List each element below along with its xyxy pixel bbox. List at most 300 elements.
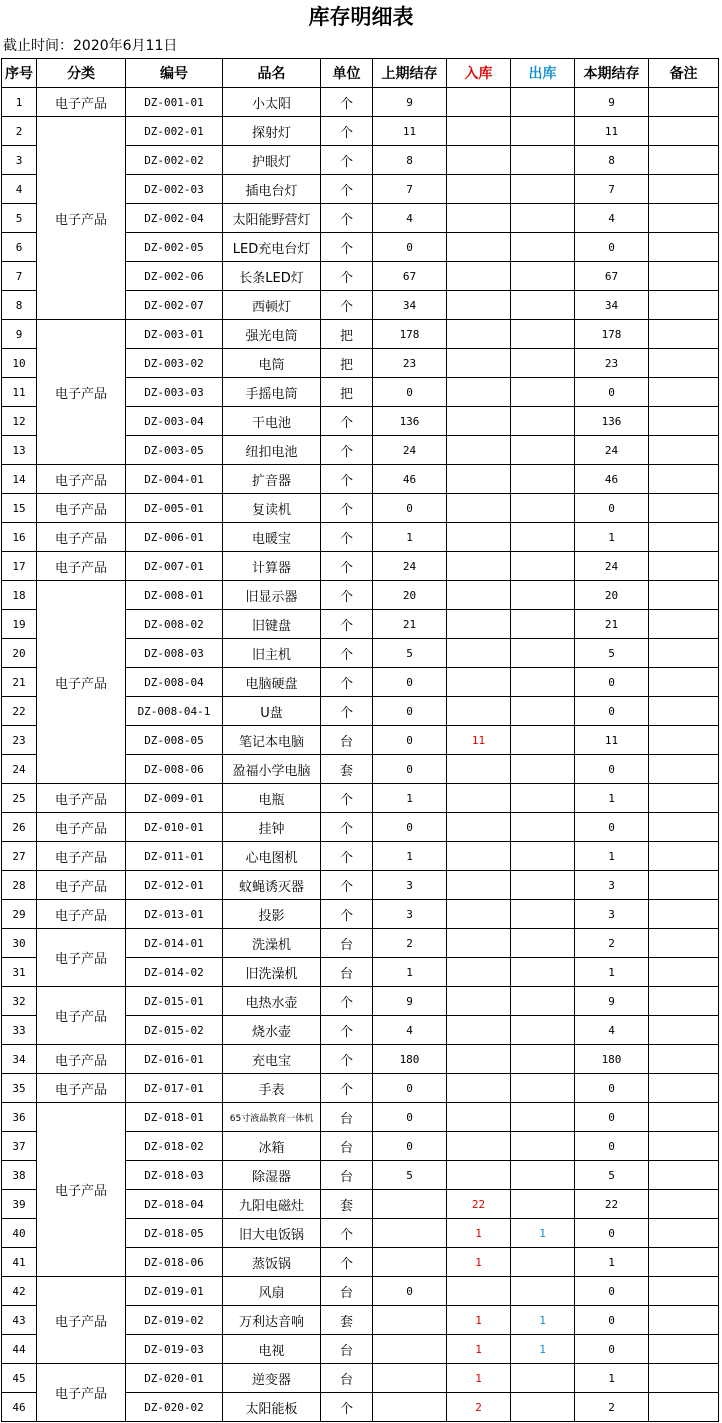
- cell-in: [447, 378, 511, 407]
- cell-seq: 6: [2, 233, 37, 262]
- cell-prev: [373, 1190, 447, 1219]
- cell-name: 电视: [223, 1335, 321, 1364]
- cell-note: [649, 929, 719, 958]
- cell-category: 电子产品: [37, 465, 126, 494]
- cell-category: 电子产品: [37, 88, 126, 117]
- cell-code: DZ-018-03: [126, 1161, 223, 1190]
- cell-current: 21: [575, 610, 649, 639]
- cell-name: 电热水壶: [223, 987, 321, 1016]
- cell-note: [649, 610, 719, 639]
- cell-current: 46: [575, 465, 649, 494]
- cell-current: 34: [575, 291, 649, 320]
- cell-out: [511, 465, 575, 494]
- cell-prev: 9: [373, 88, 447, 117]
- cell-unit: 个: [321, 262, 373, 291]
- cell-current: 0: [575, 1103, 649, 1132]
- cell-prev: 21: [373, 610, 447, 639]
- cell-current: 1: [575, 958, 649, 987]
- cell-seq: 9: [2, 320, 37, 349]
- cell-note: [649, 1306, 719, 1335]
- cell-current: 180: [575, 1045, 649, 1074]
- cell-prev: 0: [373, 1277, 447, 1306]
- table-row: [2, 1074, 719, 1103]
- cell-name: 九阳电磁灶: [223, 1190, 321, 1219]
- cell-prev: 11: [373, 117, 447, 146]
- cell-code: DZ-002-02: [126, 146, 223, 175]
- cell-unit: 个: [321, 552, 373, 581]
- table-row: [2, 581, 719, 610]
- cell-note: [649, 1161, 719, 1190]
- cell-note: [649, 726, 719, 755]
- col-header-seq: 序号: [2, 59, 37, 88]
- cell-note: [649, 291, 719, 320]
- cell-unit: 个: [321, 523, 373, 552]
- cell-note: [649, 552, 719, 581]
- cell-name: 风扇: [223, 1277, 321, 1306]
- cell-note: [649, 668, 719, 697]
- cell-name: 干电池: [223, 407, 321, 436]
- cell-out: [511, 697, 575, 726]
- cell-prev: 4: [373, 204, 447, 233]
- cell-note: [649, 1103, 719, 1132]
- cell-current: 0: [575, 1335, 649, 1364]
- cell-out: [511, 175, 575, 204]
- cell-unit: 台: [321, 929, 373, 958]
- cell-unit: 个: [321, 436, 373, 465]
- cell-out: [511, 1364, 575, 1393]
- cell-note: [649, 1132, 719, 1161]
- cell-name: 旧洗澡机: [223, 958, 321, 987]
- cell-note: [649, 639, 719, 668]
- table-row: [2, 1045, 719, 1074]
- cell-in: 11: [447, 726, 511, 755]
- table-row: [2, 987, 719, 1016]
- cell-note: [649, 465, 719, 494]
- cell-seq: 34: [2, 1045, 37, 1074]
- cell-current: 1: [575, 1248, 649, 1277]
- cell-out: [511, 407, 575, 436]
- cell-current: 0: [575, 1219, 649, 1248]
- cell-note: [649, 842, 719, 871]
- cell-seq: 4: [2, 175, 37, 204]
- cell-note: [649, 262, 719, 291]
- cell-out: [511, 436, 575, 465]
- table-row: [2, 871, 719, 900]
- table-row: [2, 784, 719, 813]
- cell-out: [511, 291, 575, 320]
- col-header-current: 本期结存: [575, 59, 649, 88]
- cell-unit: 个: [321, 1219, 373, 1248]
- cell-out: [511, 1277, 575, 1306]
- cell-seq: 7: [2, 262, 37, 291]
- col-header-unit: 单位: [321, 59, 373, 88]
- cell-code: DZ-019-03: [126, 1335, 223, 1364]
- cell-note: [649, 784, 719, 813]
- cell-code: DZ-008-05: [126, 726, 223, 755]
- cell-in: [447, 639, 511, 668]
- cell-current: 9: [575, 987, 649, 1016]
- cell-prev: [373, 1393, 447, 1422]
- cell-code: DZ-018-02: [126, 1132, 223, 1161]
- cell-current: 0: [575, 755, 649, 784]
- cell-category: 电子产品: [37, 1364, 126, 1422]
- inventory-table: [1, 58, 719, 1422]
- cell-code: DZ-006-01: [126, 523, 223, 552]
- table-row: [2, 929, 719, 958]
- cell-category: 电子产品: [37, 813, 126, 842]
- cell-category: 电子产品: [37, 117, 126, 320]
- cell-note: [649, 1248, 719, 1277]
- cell-seq: 8: [2, 291, 37, 320]
- cell-name: 纽扣电池: [223, 436, 321, 465]
- cell-code: DZ-011-01: [126, 842, 223, 871]
- cell-name: 旧主机: [223, 639, 321, 668]
- cell-unit: 台: [321, 1103, 373, 1132]
- cell-code: DZ-008-04-1: [126, 697, 223, 726]
- cell-out: [511, 320, 575, 349]
- cell-unit: 个: [321, 1016, 373, 1045]
- cell-note: [649, 1219, 719, 1248]
- cell-note: [649, 581, 719, 610]
- table-row: [2, 494, 719, 523]
- cell-in: [447, 465, 511, 494]
- cell-current: 23: [575, 349, 649, 378]
- cell-note: [649, 88, 719, 117]
- cell-in: [447, 784, 511, 813]
- cell-seq: 42: [2, 1277, 37, 1306]
- cell-prev: 0: [373, 813, 447, 842]
- cell-out: 1: [511, 1335, 575, 1364]
- cell-unit: 个: [321, 697, 373, 726]
- cell-name: 除湿器: [223, 1161, 321, 1190]
- cell-prev: 5: [373, 1161, 447, 1190]
- cell-prev: 4: [373, 1016, 447, 1045]
- cell-seq: 25: [2, 784, 37, 813]
- cell-out: [511, 378, 575, 407]
- cell-category: 电子产品: [37, 871, 126, 900]
- cell-code: DZ-005-01: [126, 494, 223, 523]
- cell-code: DZ-002-07: [126, 291, 223, 320]
- cell-category: 电子产品: [37, 581, 126, 784]
- cell-in: [447, 1016, 511, 1045]
- cell-code: DZ-002-04: [126, 204, 223, 233]
- cell-code: DZ-002-03: [126, 175, 223, 204]
- cell-note: [649, 697, 719, 726]
- cell-category: 电子产品: [37, 900, 126, 929]
- cell-in: [447, 1103, 511, 1132]
- cell-seq: 24: [2, 755, 37, 784]
- cell-code: DZ-018-05: [126, 1219, 223, 1248]
- cell-out: [511, 987, 575, 1016]
- cell-unit: 个: [321, 146, 373, 175]
- cell-name: 电筒: [223, 349, 321, 378]
- cell-in: [447, 813, 511, 842]
- cell-prev: 3: [373, 871, 447, 900]
- cell-seq: 1: [2, 88, 37, 117]
- cell-unit: 个: [321, 813, 373, 842]
- cell-in: 22: [447, 1190, 511, 1219]
- cell-name: 太阳能板: [223, 1393, 321, 1422]
- cell-in: [447, 262, 511, 291]
- cell-in: [447, 958, 511, 987]
- cell-seq: 5: [2, 204, 37, 233]
- cell-in: 1: [447, 1248, 511, 1277]
- cell-note: [649, 1074, 719, 1103]
- cell-prev: 0: [373, 726, 447, 755]
- cell-current: 1: [575, 1364, 649, 1393]
- cell-prev: 136: [373, 407, 447, 436]
- cell-code: DZ-004-01: [126, 465, 223, 494]
- cell-prev: 20: [373, 581, 447, 610]
- cell-note: [649, 755, 719, 784]
- cell-current: 0: [575, 233, 649, 262]
- cell-current: 11: [575, 726, 649, 755]
- cell-out: [511, 204, 575, 233]
- cell-prev: 46: [373, 465, 447, 494]
- cell-out: [511, 929, 575, 958]
- cell-name: 笔记本电脑: [223, 726, 321, 755]
- cell-unit: 把: [321, 378, 373, 407]
- cell-current: 0: [575, 494, 649, 523]
- cell-seq: 12: [2, 407, 37, 436]
- cell-seq: 39: [2, 1190, 37, 1219]
- table-row: [2, 552, 719, 581]
- cell-unit: 个: [321, 1074, 373, 1103]
- cell-unit: 台: [321, 958, 373, 987]
- cell-current: 0: [575, 813, 649, 842]
- cell-in: [447, 523, 511, 552]
- cell-unit: 个: [321, 233, 373, 262]
- table-row: [2, 320, 719, 349]
- cell-category: 电子产品: [37, 987, 126, 1045]
- cell-unit: 个: [321, 581, 373, 610]
- cell-prev: [373, 1364, 447, 1393]
- cell-prev: 0: [373, 755, 447, 784]
- cell-out: [511, 494, 575, 523]
- cell-code: DZ-018-04: [126, 1190, 223, 1219]
- cell-unit: 个: [321, 407, 373, 436]
- cell-prev: [373, 1335, 447, 1364]
- cell-out: [511, 639, 575, 668]
- cell-seq: 46: [2, 1393, 37, 1422]
- table-row: [2, 465, 719, 494]
- cell-prev: 0: [373, 1132, 447, 1161]
- cell-code: DZ-001-01: [126, 88, 223, 117]
- cell-seq: 23: [2, 726, 37, 755]
- cell-prev: 7: [373, 175, 447, 204]
- cell-note: [649, 320, 719, 349]
- cell-in: [447, 1277, 511, 1306]
- cell-out: [511, 146, 575, 175]
- cell-name: 万利达音响: [223, 1306, 321, 1335]
- cell-category: 电子产品: [37, 1103, 126, 1277]
- cell-name: 太阳能野营灯: [223, 204, 321, 233]
- cell-out: [511, 349, 575, 378]
- cell-name: 手摇电筒: [223, 378, 321, 407]
- cell-out: [511, 1045, 575, 1074]
- cell-name: LED充电台灯: [223, 233, 321, 262]
- cell-seq: 2: [2, 117, 37, 146]
- cell-current: 0: [575, 1074, 649, 1103]
- cell-prev: 0: [373, 233, 447, 262]
- col-header-code: 编号: [126, 59, 223, 88]
- cell-category: 电子产品: [37, 552, 126, 581]
- cell-code: DZ-010-01: [126, 813, 223, 842]
- cell-prev: 178: [373, 320, 447, 349]
- cell-seq: 43: [2, 1306, 37, 1335]
- cell-seq: 22: [2, 697, 37, 726]
- cell-in: [447, 117, 511, 146]
- cell-unit: 台: [321, 1132, 373, 1161]
- cell-prev: 1: [373, 523, 447, 552]
- cell-current: 4: [575, 204, 649, 233]
- cell-in: [447, 349, 511, 378]
- cell-prev: 1: [373, 842, 447, 871]
- cell-note: [649, 349, 719, 378]
- cell-code: DZ-008-01: [126, 581, 223, 610]
- cell-unit: 个: [321, 175, 373, 204]
- cell-name: 65寸液晶教育一体机: [223, 1103, 321, 1132]
- cell-in: [447, 88, 511, 117]
- cell-code: DZ-018-06: [126, 1248, 223, 1277]
- col-header-in: 入库: [447, 59, 511, 88]
- cell-out: [511, 1103, 575, 1132]
- cell-code: DZ-008-06: [126, 755, 223, 784]
- cell-current: 0: [575, 1277, 649, 1306]
- cell-name: 长条LED灯: [223, 262, 321, 291]
- cell-name: 计算器: [223, 552, 321, 581]
- cell-current: 2: [575, 929, 649, 958]
- cell-seq: 36: [2, 1103, 37, 1132]
- table-row: [2, 813, 719, 842]
- cell-unit: 把: [321, 349, 373, 378]
- cell-current: 22: [575, 1190, 649, 1219]
- cell-code: DZ-015-01: [126, 987, 223, 1016]
- cell-seq: 14: [2, 465, 37, 494]
- cell-unit: 个: [321, 1248, 373, 1277]
- cell-out: 1: [511, 1219, 575, 1248]
- cell-seq: 27: [2, 842, 37, 871]
- cell-code: DZ-002-05: [126, 233, 223, 262]
- cell-name: 扩音器: [223, 465, 321, 494]
- cell-name: 电暖宝: [223, 523, 321, 552]
- cell-out: [511, 813, 575, 842]
- cell-current: 5: [575, 1161, 649, 1190]
- cell-code: DZ-020-02: [126, 1393, 223, 1422]
- table-row: [2, 117, 719, 146]
- cell-name: 盈福小学电脑: [223, 755, 321, 784]
- cell-name: 逆变器: [223, 1364, 321, 1393]
- cell-note: [649, 1364, 719, 1393]
- cell-current: 20: [575, 581, 649, 610]
- cell-out: [511, 552, 575, 581]
- cell-code: DZ-003-03: [126, 378, 223, 407]
- cell-name: 复读机: [223, 494, 321, 523]
- cutoff-date: 截止时间：2020年6月11日: [3, 38, 178, 54]
- cell-prev: 0: [373, 697, 447, 726]
- cell-prev: 2: [373, 929, 447, 958]
- cell-current: 0: [575, 668, 649, 697]
- cell-current: 5: [575, 639, 649, 668]
- cell-unit: 个: [321, 1393, 373, 1422]
- cell-out: [511, 523, 575, 552]
- cell-name: 旧键盘: [223, 610, 321, 639]
- cell-out: [511, 1393, 575, 1422]
- col-header-out: 出库: [511, 59, 575, 88]
- cell-out: [511, 233, 575, 262]
- cell-current: 7: [575, 175, 649, 204]
- cell-in: [447, 175, 511, 204]
- cell-seq: 41: [2, 1248, 37, 1277]
- cell-code: DZ-003-01: [126, 320, 223, 349]
- cell-category: 电子产品: [37, 784, 126, 813]
- cell-seq: 18: [2, 581, 37, 610]
- cell-name: 电脑硬盘: [223, 668, 321, 697]
- cell-category: 电子产品: [37, 523, 126, 552]
- table-row: [2, 88, 719, 117]
- cell-current: 3: [575, 900, 649, 929]
- table-row: [2, 523, 719, 552]
- cell-prev: 8: [373, 146, 447, 175]
- cell-unit: 套: [321, 755, 373, 784]
- cell-note: [649, 436, 719, 465]
- cell-code: DZ-009-01: [126, 784, 223, 813]
- cell-in: [447, 146, 511, 175]
- cell-in: [447, 871, 511, 900]
- cell-out: [511, 610, 575, 639]
- table-row: [2, 842, 719, 871]
- cell-in: [447, 494, 511, 523]
- cell-unit: 个: [321, 639, 373, 668]
- cell-name: 烧水壶: [223, 1016, 321, 1045]
- cell-code: DZ-014-01: [126, 929, 223, 958]
- cell-category: 电子产品: [37, 1074, 126, 1103]
- cell-category: 电子产品: [37, 1277, 126, 1364]
- table-row: [2, 1103, 719, 1132]
- cell-in: [447, 320, 511, 349]
- cell-note: [649, 871, 719, 900]
- cell-category: 电子产品: [37, 842, 126, 871]
- cell-in: [447, 291, 511, 320]
- cell-current: 0: [575, 378, 649, 407]
- cell-category: 电子产品: [37, 1045, 126, 1074]
- cell-code: DZ-020-01: [126, 1364, 223, 1393]
- col-header-note: 备注: [649, 59, 719, 88]
- cell-out: [511, 1248, 575, 1277]
- table-row: [2, 1277, 719, 1306]
- cell-current: 9: [575, 88, 649, 117]
- cell-in: [447, 697, 511, 726]
- cell-current: 2: [575, 1393, 649, 1422]
- cell-note: [649, 813, 719, 842]
- cell-code: DZ-003-05: [126, 436, 223, 465]
- cell-unit: 台: [321, 726, 373, 755]
- cell-seq: 32: [2, 987, 37, 1016]
- cell-name: 探射灯: [223, 117, 321, 146]
- cell-code: DZ-019-02: [126, 1306, 223, 1335]
- cell-current: 3: [575, 871, 649, 900]
- cell-note: [649, 494, 719, 523]
- cell-note: [649, 407, 719, 436]
- cell-prev: [373, 1248, 447, 1277]
- cell-seq: 44: [2, 1335, 37, 1364]
- col-header-prev: 上期结存: [373, 59, 447, 88]
- cell-code: DZ-017-01: [126, 1074, 223, 1103]
- cell-seq: 17: [2, 552, 37, 581]
- cell-in: [447, 610, 511, 639]
- cell-name: 投影: [223, 900, 321, 929]
- cell-code: DZ-007-01: [126, 552, 223, 581]
